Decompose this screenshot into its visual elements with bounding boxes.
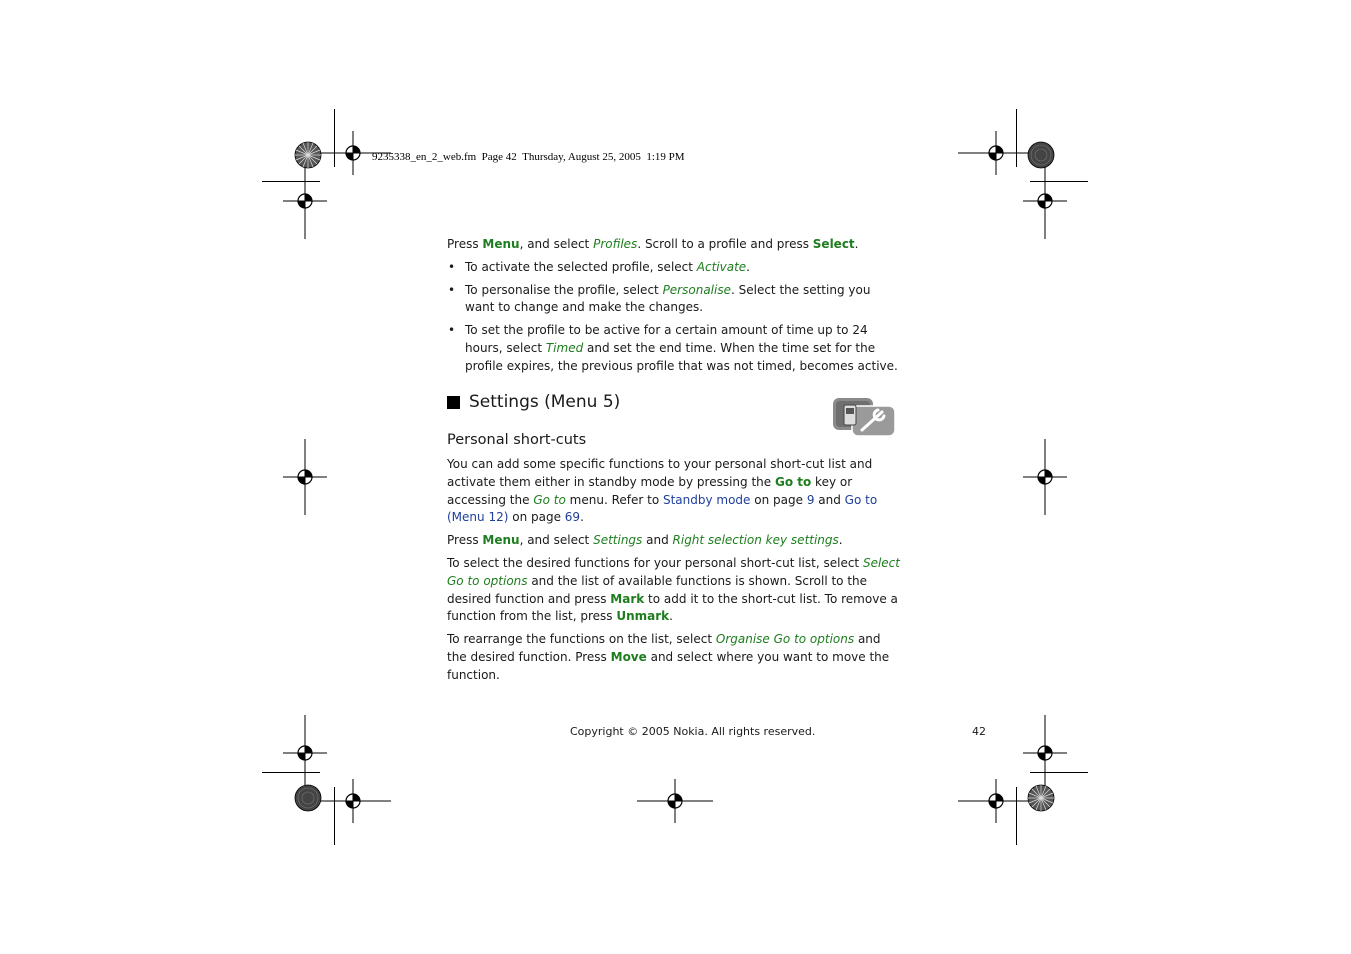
goto-menu: Go to	[533, 492, 566, 507]
text: and the desired function. Press	[447, 632, 881, 664]
menu-key: Menu	[482, 533, 520, 548]
text: , and select	[519, 237, 594, 251]
list-item	[447, 282, 902, 318]
shortcuts-paragraph	[447, 532, 902, 550]
text: .	[669, 609, 673, 624]
shortcuts-paragraph	[447, 456, 902, 527]
text: and	[642, 533, 673, 548]
page-9-link[interactable]: 9	[806, 492, 815, 507]
goto-key: Go to	[774, 474, 812, 489]
timed-option: Timed	[545, 340, 584, 355]
menu-key: Menu	[482, 237, 520, 251]
text: To rearrange the functions on the list, select	[447, 632, 716, 647]
unmark-key: Unmark	[616, 609, 670, 624]
text: .	[854, 237, 859, 251]
right-selection-option: Right selection key settings	[672, 533, 839, 548]
page-69-link[interactable]: 69	[564, 510, 581, 525]
intro-paragraph	[447, 236, 902, 254]
settings-option: Settings	[593, 533, 643, 548]
text: and select where you want to move the function.	[447, 649, 890, 682]
select-key: Select	[812, 237, 855, 251]
text: key or accessing the	[447, 474, 853, 507]
text: and the list of available functions is shown. Scroll to the desired function and press	[447, 573, 868, 606]
file-slug: 9235338_en_2_web.fm Page 42 Thursday, August 25, 2005 1:19 PM	[372, 151, 685, 163]
page-number: 42	[972, 725, 986, 738]
standby-mode-link[interactable]: Standby mode	[662, 492, 751, 507]
text: To activate the selected profile, select	[465, 259, 697, 274]
mark-key: Mark	[610, 591, 645, 606]
text: .	[580, 510, 584, 525]
organise-option: Organise Go to options	[715, 632, 855, 647]
text: Press	[447, 237, 483, 251]
text: and set the end time. When the time set for the profile expires, the previous profile that was not timed, becomes active.	[465, 340, 898, 373]
text: to add it to the short-cut list. To remove a function from the list, press	[447, 591, 898, 624]
activate-option: Activate	[696, 259, 747, 274]
subsection-title: Personal short-cuts	[447, 432, 587, 448]
text: . Scroll to a profile and press	[637, 237, 813, 251]
section-heading	[447, 392, 620, 412]
list-item	[447, 259, 902, 277]
shortcuts-paragraph	[447, 631, 902, 684]
shortcuts-section	[447, 456, 902, 690]
intro-section	[447, 236, 902, 381]
text: . Select the setting you want to change and make the changes.	[465, 282, 871, 315]
text: To set the profile to be active for a certain amount of time up to 24 hours, select	[465, 323, 868, 355]
profiles-option: Profiles	[593, 237, 638, 251]
personalise-option: Personalise	[662, 282, 731, 297]
move-key: Move	[610, 649, 647, 664]
shortcuts-paragraph	[447, 555, 902, 626]
text: You can add some specific functions to your personal short-cut list and activate them either in standby mode by pressing the	[447, 457, 873, 489]
text: .	[746, 259, 750, 274]
heading-square-icon	[447, 396, 460, 409]
text: To select the desired functions for your personal short-cut list, select	[447, 555, 863, 570]
text: , and select	[519, 533, 594, 548]
text: To personalise the profile, select	[465, 282, 663, 297]
text: and	[814, 492, 845, 507]
goto-menu-link[interactable]: Go to (Menu 12)	[447, 492, 878, 525]
text: menu. Refer to	[565, 492, 663, 507]
section-title: Settings (Menu 5)	[469, 392, 621, 412]
copyright-footer: Copyright © 2005 Nokia. All rights reserved.	[570, 725, 816, 738]
list-item	[447, 322, 902, 375]
select-goto-option: Select Go to options	[447, 555, 900, 588]
text: on page	[508, 510, 565, 525]
profile-options-list	[447, 259, 902, 376]
text: on page	[750, 492, 807, 507]
text: Press	[447, 533, 483, 548]
settings-icon	[832, 396, 896, 438]
text: .	[838, 533, 843, 548]
